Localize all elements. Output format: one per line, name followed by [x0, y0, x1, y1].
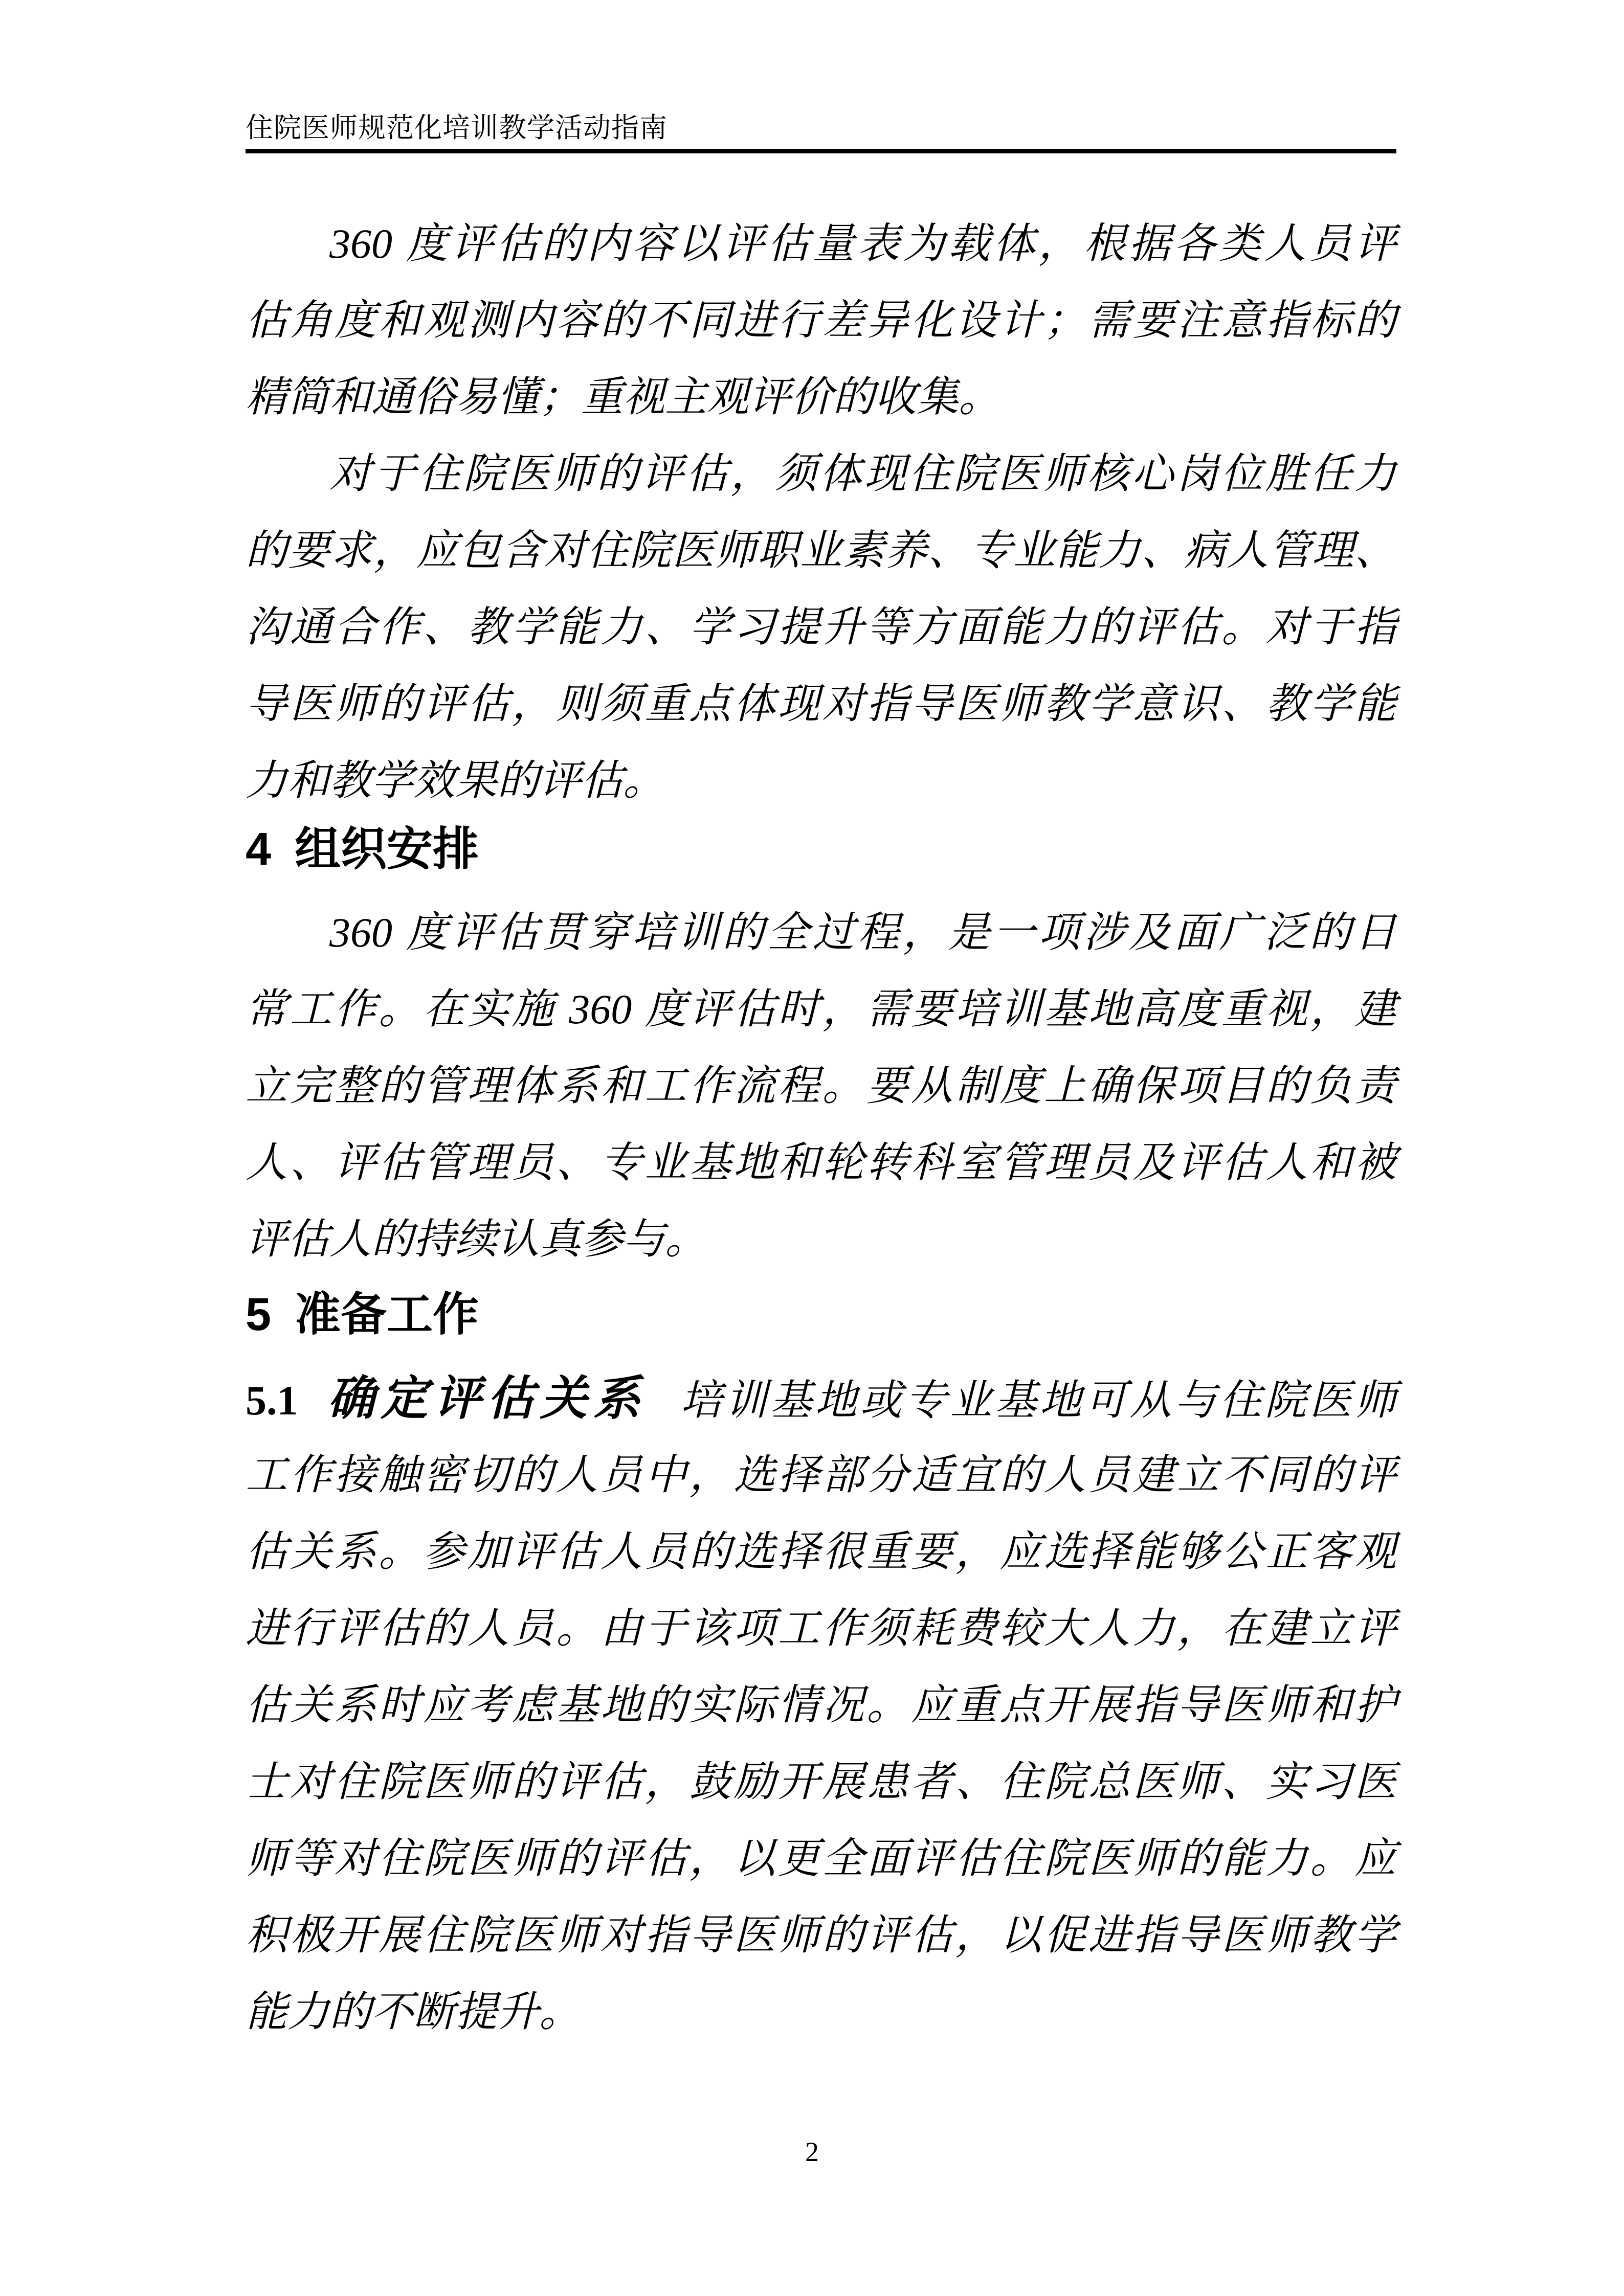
- paragraph-organization: [246, 894, 1396, 1278]
- text-line: 立完整的管理体系和工作流程。要从制度上确保项目的负责: [246, 1063, 1396, 1109]
- text-line: 积极开展住院医师对指导医师的评估，以促进指导医师教学: [246, 1912, 1396, 1959]
- text-line: 工作接触密切的人员中，选择部分适宜的人员建立不同的评: [246, 1452, 1396, 1498]
- running-header-title: 住院医师规范化培训教学活动指南: [246, 112, 668, 143]
- text-line: 估角度和观测内容的不同进行差异化设计；需要注意指标的: [246, 297, 1396, 344]
- text-line: 精简和通俗易懂；重视主观评价的收集。: [246, 374, 1000, 420]
- text-line: 进行评估的人员。由于该项工作须耗费较大人力，在建立评: [246, 1605, 1396, 1652]
- text-line: 对于住院医师的评估，须体现住院医师核心岗位胜任力: [329, 451, 1396, 497]
- section-4-number: 4: [246, 824, 272, 875]
- text-line: 360 度评估的内容以评估量表为载体，根据各类人员评: [329, 220, 1396, 267]
- text-line: 导医师的评估，则须重点体现对指导医师教学意识、教学能: [246, 681, 1396, 727]
- section-5-1-title: 确定评估关系: [324, 1372, 647, 1425]
- section-heading-5: [246, 1287, 1396, 1343]
- text-line: 士对住院医师的评估，鼓励开展患者、住院总医师、实习医: [246, 1759, 1396, 1805]
- section-heading-4: [246, 821, 1396, 877]
- text-line: 评估人的持续认真参与。: [246, 1216, 707, 1263]
- section-5-1-paragraph: [246, 1360, 1396, 2051]
- text-line: 师等对住院医师的评估，以更全面评估住院医师的能力。应: [246, 1835, 1396, 1882]
- text-line: 的要求，应包含对住院医师职业素养、专业能力、病人管理、: [246, 527, 1396, 574]
- section-4-title: 组织安排: [295, 824, 479, 875]
- section-5-1-first-line: [246, 1360, 1396, 1437]
- text-line: 常工作。在实施 360 度评估时，需要培训基地高度重视，建: [246, 986, 1396, 1032]
- text-line: 沟通合作、教学能力、学习提升等方面能力的评估。对于指: [246, 604, 1396, 650]
- section-5-number: 5: [246, 1289, 272, 1340]
- text-line: 估关系时应考虑基地的实际情况。应重点开展指导医师和护: [246, 1682, 1396, 1728]
- section-5-title: 准备工作: [295, 1289, 479, 1340]
- paragraph-360-content: [246, 206, 1396, 436]
- section-5-1-first-line-text: 培训基地或专业基地可从与住院医师: [680, 1377, 1396, 1424]
- paragraph-resident-evaluation: [246, 436, 1396, 819]
- text-line: 人、评估管理员、专业基地和轮转科室管理员及评估人和被: [246, 1139, 1396, 1186]
- section-5-1-body: [246, 1437, 1396, 2051]
- page-number: 2: [805, 2136, 819, 2167]
- text-line: 估关系。参加评估人员的选择很重要，应选择能够公正客观: [246, 1528, 1396, 1575]
- text-line: 力和教学效果的评估。: [246, 757, 665, 804]
- text-line: 360 度评估贯穿培训的全过程，是一项涉及面广泛的日: [329, 909, 1396, 956]
- text-line: 能力的不断提升。: [246, 1989, 581, 2035]
- section-5-1-number: 5.1: [246, 1377, 298, 1424]
- header-rule: [246, 149, 1396, 153]
